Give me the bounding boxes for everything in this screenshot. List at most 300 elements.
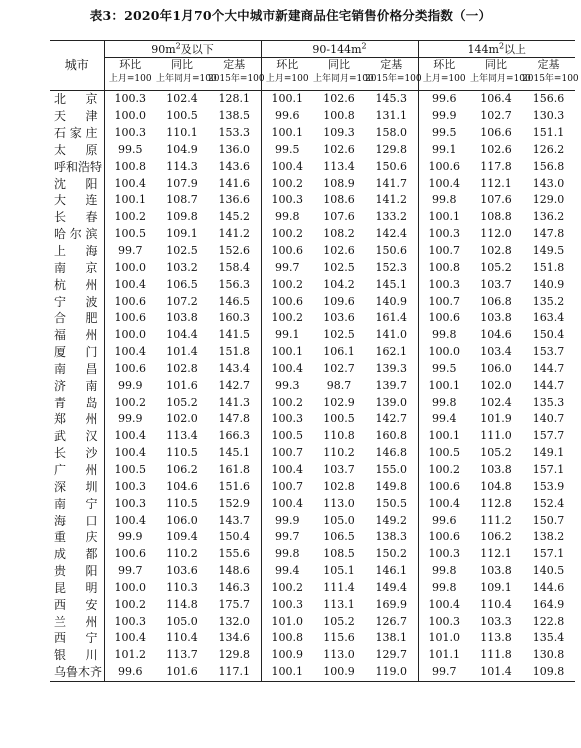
- index-value-cell: 111.4: [323, 580, 355, 594]
- unit-header-yoy: 上年同月=100: [470, 70, 522, 91]
- table-title: 表3：2020年1月70个大中城市新建商品住宅销售价格分类指数（一）: [89, 8, 492, 23]
- index-value-cell: 151.1: [532, 126, 565, 140]
- index-value-cell: 160.3: [208, 310, 261, 327]
- table-row: [50, 175, 575, 192]
- index-value-cell: 148.6: [208, 563, 261, 580]
- index-value-cell: 99.6: [432, 513, 457, 527]
- index-value-cell: 157.7: [532, 429, 565, 443]
- city-cell: 深圳: [50, 478, 104, 495]
- index-value-cell: 100.7: [428, 244, 461, 258]
- table-row: [50, 344, 575, 361]
- index-value-cell: 140.9: [365, 293, 418, 310]
- index-value-cell: 106.6: [480, 126, 512, 140]
- index-value-cell: 103.8: [166, 311, 198, 325]
- index-value-cell: 111.0: [480, 429, 512, 443]
- index-value-cell: 99.7: [275, 530, 300, 544]
- index-value-cell: 99.8: [275, 210, 300, 224]
- index-value-cell: 99.6: [275, 109, 300, 123]
- index-value-cell: 158.0: [365, 125, 418, 142]
- index-value-cell: 109.8: [522, 664, 575, 681]
- city-cell: 济南: [50, 377, 104, 394]
- index-value-cell: 99.8: [432, 193, 457, 207]
- index-value-cell: 149.1: [532, 446, 565, 460]
- index-value-cell: 100.6: [428, 530, 461, 544]
- index-value-cell: 105.2: [480, 260, 512, 274]
- index-value-cell: 155.6: [208, 546, 261, 563]
- index-value-cell: 100.2: [271, 227, 304, 241]
- index-value-cell: 100.4: [114, 446, 146, 460]
- index-value-cell: 109.4: [166, 530, 198, 544]
- index-value-cell: 100.5: [114, 227, 146, 241]
- index-value-cell: 99.9: [118, 412, 143, 426]
- index-value-cell: 99.4: [432, 412, 457, 426]
- index-value-cell: 141.2: [365, 192, 418, 209]
- city-cell: 大连: [50, 192, 104, 209]
- city-cell: 厦门: [50, 344, 104, 361]
- index-value-cell: 100.8: [271, 631, 304, 645]
- index-value-cell: 126.7: [365, 613, 418, 630]
- index-value-cell: 106.8: [480, 294, 512, 308]
- index-value-cell: 152.3: [365, 259, 418, 276]
- index-value-cell: 151.8: [208, 344, 261, 361]
- city-cell: 西宁: [50, 630, 104, 647]
- table-row: [50, 529, 575, 546]
- index-value-cell: 102.4: [480, 395, 512, 409]
- index-value-cell: 105.2: [323, 614, 355, 628]
- index-value-cell: 141.5: [208, 327, 261, 344]
- index-value-cell: 100.0: [114, 109, 146, 123]
- index-value-cell: 100.6: [114, 311, 146, 325]
- index-value-cell: 136.6: [208, 192, 261, 209]
- index-value-cell: 150.4: [208, 529, 261, 546]
- index-value-cell: 99.7: [118, 564, 143, 578]
- index-value-cell: 108.5: [323, 547, 355, 561]
- index-value-cell: 151.8: [532, 260, 565, 274]
- index-value-cell: 144.6: [532, 580, 565, 594]
- table-body: [50, 91, 575, 682]
- city-cell: 长春: [50, 209, 104, 226]
- index-value-cell: 100.2: [271, 277, 304, 291]
- index-value-cell: 143.0: [532, 176, 565, 190]
- table-row: [50, 108, 575, 125]
- index-value-cell: 150.2: [365, 546, 418, 563]
- sub-header-mom: 环比: [119, 57, 142, 71]
- city-cell: 青岛: [50, 394, 104, 411]
- index-value-cell: 100.1: [271, 345, 304, 359]
- index-value-cell: 133.2: [365, 209, 418, 226]
- index-value-cell: 100.3: [114, 479, 146, 493]
- index-value-cell: 100.2: [428, 462, 461, 476]
- city-cell: 合肥: [50, 310, 104, 327]
- index-value-cell: 102.4: [166, 92, 198, 106]
- index-value-cell: 100.4: [114, 429, 146, 443]
- index-value-cell: 140.9: [532, 277, 565, 291]
- index-value-cell: 100.6: [428, 311, 461, 325]
- index-value-cell: 144.7: [532, 361, 565, 375]
- table-row: [50, 546, 575, 563]
- sub-header-base: 定基: [365, 58, 418, 71]
- city-column-header: 城市: [50, 41, 104, 91]
- index-value-cell: 129.8: [365, 142, 418, 159]
- city-cell: 武汉: [50, 428, 104, 445]
- index-value-cell: 99.8: [275, 547, 300, 561]
- index-value-cell: 101.6: [166, 378, 198, 392]
- index-value-cell: 100.2: [271, 580, 304, 594]
- sub-header-yoy: 同比: [171, 57, 193, 71]
- unit-header-base: 2015年=100: [365, 70, 418, 91]
- index-value-cell: 104.4: [166, 328, 198, 342]
- index-value-cell: 156.6: [532, 92, 565, 106]
- city-cell: 沈阳: [50, 175, 104, 192]
- index-value-cell: 113.4: [166, 429, 198, 443]
- index-value-cell: 166.3: [208, 428, 261, 445]
- index-value-cell: 100.5: [323, 412, 355, 426]
- index-value-cell: 108.8: [480, 210, 512, 224]
- index-value-cell: 99.3: [275, 378, 300, 392]
- index-value-cell: 164.9: [532, 597, 565, 611]
- city-cell: 石家庄: [50, 125, 104, 142]
- index-value-cell: 98.7: [326, 378, 352, 392]
- index-value-cell: 100.0: [114, 328, 146, 342]
- index-value-cell: 141.0: [365, 327, 418, 344]
- index-value-cell: 100.8: [323, 109, 355, 123]
- city-cell: 海口: [50, 512, 104, 529]
- city-cell: 哈尔滨: [50, 226, 104, 243]
- index-value-cell: 110.5: [166, 496, 198, 510]
- index-value-cell: 145.1: [365, 276, 418, 293]
- index-value-cell: 109.1: [166, 227, 198, 241]
- index-value-cell: 158.4: [208, 259, 261, 276]
- index-value-cell: 150.5: [365, 495, 418, 512]
- table-row: [50, 310, 575, 327]
- index-value-cell: 157.1: [532, 547, 565, 561]
- unit-header-base: 2015年=100: [208, 70, 261, 91]
- table-row: [50, 142, 575, 159]
- index-value-cell: 99.1: [432, 142, 457, 156]
- index-value-cell: 101.4: [470, 664, 522, 681]
- index-value-cell: 100.2: [114, 597, 146, 611]
- unit-header-mom: 上月=100: [261, 70, 313, 91]
- index-value-cell: 135.3: [532, 395, 565, 409]
- index-value-cell: 100.1: [261, 664, 313, 681]
- index-value-cell: 99.9: [432, 109, 457, 123]
- index-value-cell: 140.7: [532, 412, 565, 426]
- index-value-cell: 139.0: [365, 394, 418, 411]
- city-cell: 贵阳: [50, 563, 104, 580]
- index-value-cell: 102.8: [323, 479, 355, 493]
- index-value-cell: 102.6: [323, 142, 355, 156]
- index-value-cell: 100.3: [114, 92, 146, 106]
- table-row: [50, 512, 575, 529]
- table-row: [50, 192, 575, 209]
- index-value-cell: 128.1: [208, 91, 261, 108]
- index-value-cell: 113.1: [323, 597, 355, 611]
- group-header-over-144: $144m^2$以上: [418, 41, 575, 58]
- index-value-cell: 100.3: [428, 547, 461, 561]
- index-value-cell: 112.8: [480, 496, 512, 510]
- index-value-cell: 108.2: [323, 227, 355, 241]
- index-value-cell: 130.8: [532, 648, 565, 662]
- unit-header-row: [50, 70, 575, 91]
- index-value-cell: 106.5: [166, 277, 198, 291]
- index-value-cell: 101.2: [114, 648, 146, 662]
- index-value-cell: 100.3: [428, 227, 461, 241]
- city-cell: 西安: [50, 596, 104, 613]
- table-row: [50, 276, 575, 293]
- sub-header-yoy: 同比: [328, 57, 351, 71]
- index-value-cell: 156.3: [208, 276, 261, 293]
- index-value-cell: 138.3: [365, 529, 418, 546]
- index-value-cell: 99.8: [432, 328, 457, 342]
- city-cell: 成都: [50, 546, 104, 563]
- index-value-cell: 114.3: [166, 159, 198, 173]
- index-value-cell: 99.9: [118, 378, 143, 392]
- table-row: [50, 361, 575, 378]
- index-value-cell: 102.5: [166, 244, 198, 258]
- index-value-cell: 100.5: [271, 429, 304, 443]
- index-value-cell: 129.0: [532, 193, 565, 207]
- index-value-cell: 101.0: [271, 614, 304, 628]
- index-value-cell: 100.2: [114, 395, 146, 409]
- index-value-cell: 109.1: [480, 580, 512, 594]
- index-value-cell: 161.4: [365, 310, 418, 327]
- index-value-cell: 104.2: [323, 277, 355, 291]
- index-value-cell: 117.1: [208, 664, 261, 681]
- index-value-cell: 102.6: [480, 142, 512, 156]
- table-row: [50, 293, 575, 310]
- index-value-cell: 100.6: [114, 361, 146, 375]
- index-value-cell: 150.6: [365, 243, 418, 260]
- index-value-cell: 101.9: [480, 412, 512, 426]
- table-row: [50, 630, 575, 647]
- index-value-cell: 103.4: [480, 345, 512, 359]
- index-value-cell: 156.8: [532, 159, 565, 173]
- index-value-cell: 117.8: [480, 159, 512, 173]
- city-cell: 长沙: [50, 445, 104, 462]
- index-value-cell: 106.2: [480, 530, 512, 544]
- index-value-cell: 135.2: [532, 294, 565, 308]
- index-value-cell: 160.8: [365, 428, 418, 445]
- index-value-cell: 169.9: [365, 596, 418, 613]
- sub-header-base: 定基: [208, 58, 261, 71]
- table-row: [50, 462, 575, 479]
- index-value-cell: 100.4: [271, 462, 304, 476]
- index-value-cell: 147.8: [532, 227, 565, 241]
- index-value-cell: 107.6: [480, 193, 512, 207]
- city-cell: 兰州: [50, 613, 104, 630]
- index-value-cell: 100.4: [428, 597, 461, 611]
- index-value-cell: 161.8: [208, 462, 261, 479]
- table-row: [50, 478, 575, 495]
- index-value-cell: 108.7: [166, 193, 198, 207]
- index-value-cell: 122.8: [532, 614, 565, 628]
- index-value-cell: 100.0: [428, 345, 461, 359]
- index-value-cell: 102.8: [166, 361, 198, 375]
- index-value-cell: 112.0: [480, 227, 512, 241]
- index-value-cell: 105.2: [166, 395, 198, 409]
- index-value-cell: 106.4: [480, 92, 512, 106]
- index-value-cell: 145.1: [208, 445, 261, 462]
- unit-header-mom: 上月=100: [418, 70, 470, 91]
- index-value-cell: 100.2: [271, 176, 304, 190]
- index-value-cell: 107.9: [166, 176, 198, 190]
- index-value-cell: 138.2: [532, 530, 565, 544]
- index-value-cell: 142.4: [365, 226, 418, 243]
- index-value-cell: 100.0: [114, 260, 146, 274]
- index-value-cell: 104.9: [166, 142, 198, 156]
- index-value-cell: 100.7: [271, 446, 304, 460]
- index-value-cell: 105.1: [323, 564, 355, 578]
- index-value-cell: 149.5: [532, 244, 565, 258]
- index-value-cell: 141.3: [208, 394, 261, 411]
- city-cell: 广州: [50, 462, 104, 479]
- index-value-cell: 141.2: [208, 226, 261, 243]
- index-value-cell: 115.6: [323, 631, 355, 645]
- index-value-cell: 143.6: [208, 158, 261, 175]
- sub-header-base: 定基: [537, 57, 560, 71]
- index-value-cell: 104.8: [480, 479, 512, 493]
- index-value-cell: 100.9: [271, 648, 304, 662]
- city-cell: 天津: [50, 108, 104, 125]
- table-row: [50, 327, 575, 344]
- index-value-cell: 99.6: [432, 92, 457, 106]
- table-row: [50, 563, 575, 580]
- table-row: [50, 158, 575, 175]
- index-value-cell: 142.7: [365, 411, 418, 428]
- index-value-cell: 99.1: [275, 328, 300, 342]
- index-value-cell: 109.8: [166, 210, 198, 224]
- index-value-cell: 114.8: [166, 597, 198, 611]
- index-value-cell: 111.8: [480, 648, 512, 662]
- table-row: [50, 411, 575, 428]
- index-value-cell: 99.7: [418, 664, 470, 681]
- index-value-cell: 100.2: [271, 395, 304, 409]
- index-value-cell: 162.1: [365, 344, 418, 361]
- index-value-cell: 113.8: [480, 631, 512, 645]
- group-header-under-90: $90m^2$及以下: [104, 41, 261, 58]
- index-value-cell: 100.6: [114, 294, 146, 308]
- index-value-cell: 100.4: [114, 176, 146, 190]
- index-value-cell: 107.6: [323, 210, 355, 224]
- index-value-cell: 110.5: [166, 446, 198, 460]
- index-value-cell: 110.1: [166, 126, 198, 140]
- sub-header-mom: 环比: [276, 57, 299, 71]
- table-row: [50, 209, 575, 226]
- index-value-cell: 146.5: [208, 293, 261, 310]
- index-value-cell: 105.0: [323, 513, 355, 527]
- index-value-cell: 112.1: [480, 176, 512, 190]
- index-value-cell: 105.2: [480, 446, 512, 460]
- city-cell: 福州: [50, 327, 104, 344]
- city-cell: 南京: [50, 259, 104, 276]
- index-value-cell: 151.6: [208, 478, 261, 495]
- index-value-cell: 103.7: [480, 277, 512, 291]
- index-value-cell: 143.4: [208, 361, 261, 378]
- index-value-cell: 103.8: [480, 564, 512, 578]
- index-value-cell: 101.0: [428, 631, 461, 645]
- index-value-cell: 100.6: [428, 159, 461, 173]
- index-value-cell: 100.4: [114, 345, 146, 359]
- city-cell: 乌鲁木齐: [50, 664, 104, 681]
- index-value-cell: 144.7: [532, 378, 565, 392]
- sub-header-yoy: 同比: [485, 57, 508, 71]
- city-cell: 太原: [50, 142, 104, 159]
- index-value-cell: 99.9: [275, 513, 300, 527]
- index-value-cell: 100.8: [114, 159, 146, 173]
- index-value-cell: 102.5: [323, 328, 355, 342]
- unit-header-yoy: 上年同月=100: [156, 70, 208, 91]
- index-value-cell: 130.3: [532, 109, 565, 123]
- index-value-cell: 100.3: [114, 126, 146, 140]
- index-value-cell: 100.6: [428, 479, 461, 493]
- index-value-cell: 99.7: [275, 260, 300, 274]
- index-value-cell: 113.7: [166, 648, 198, 662]
- index-value-cell: 157.1: [532, 462, 565, 476]
- index-value-cell: 100.5: [166, 109, 198, 123]
- index-value-cell: 100.4: [114, 631, 146, 645]
- index-value-cell: 100.6: [271, 294, 304, 308]
- index-value-cell: 100.3: [271, 412, 304, 426]
- index-value-cell: 155.0: [365, 462, 418, 479]
- index-value-cell: 100.7: [428, 294, 461, 308]
- table-row: [50, 664, 575, 681]
- index-value-cell: 106.2: [166, 462, 198, 476]
- index-value-cell: 146.8: [365, 445, 418, 462]
- index-value-cell: 131.1: [365, 108, 418, 125]
- index-value-cell: 104.6: [480, 328, 512, 342]
- index-value-cell: 100.4: [114, 277, 146, 291]
- index-value-cell: 100.3: [428, 277, 461, 291]
- table-row: [50, 259, 575, 276]
- index-value-cell: 108.6: [323, 193, 355, 207]
- table-row: [50, 579, 575, 596]
- index-value-cell: 175.7: [208, 596, 261, 613]
- index-value-cell: 129.8: [208, 647, 261, 664]
- index-value-cell: 102.7: [323, 361, 355, 375]
- index-value-cell: 102.6: [323, 244, 355, 258]
- index-value-cell: 100.5: [114, 462, 146, 476]
- index-value-cell: 112.1: [480, 547, 512, 561]
- index-value-cell: 152.4: [532, 496, 565, 510]
- index-value-cell: 110.4: [166, 631, 198, 645]
- city-cell: 郑州: [50, 411, 104, 428]
- index-value-cell: 100.4: [114, 513, 146, 527]
- table-row: [50, 596, 575, 613]
- index-value-cell: 103.6: [323, 311, 355, 325]
- index-value-cell: 153.7: [532, 345, 565, 359]
- index-value-cell: 100.0: [114, 580, 146, 594]
- index-value-cell: 106.5: [323, 530, 355, 544]
- index-value-cell: 99.7: [118, 244, 143, 258]
- index-value-cell: 99.4: [275, 564, 300, 578]
- index-value-cell: 102.7: [480, 109, 512, 123]
- index-value-cell: 105.0: [166, 614, 198, 628]
- index-value-cell: 119.0: [365, 664, 418, 681]
- index-value-cell: 101.6: [156, 664, 208, 681]
- index-value-cell: 111.2: [480, 513, 512, 527]
- index-value-cell: 100.3: [114, 614, 146, 628]
- index-value-cell: 110.2: [323, 446, 355, 460]
- index-value-cell: 106.1: [323, 345, 355, 359]
- index-value-cell: 99.5: [432, 126, 457, 140]
- index-value-cell: 145.3: [365, 91, 418, 108]
- index-value-cell: 113.4: [323, 159, 355, 173]
- index-value-cell: 100.1: [114, 193, 146, 207]
- city-cell: 呼和浩特: [50, 158, 104, 175]
- index-value-cell: 99.9: [118, 530, 143, 544]
- index-value-cell: 150.7: [532, 513, 565, 527]
- index-value-cell: 146.1: [365, 563, 418, 580]
